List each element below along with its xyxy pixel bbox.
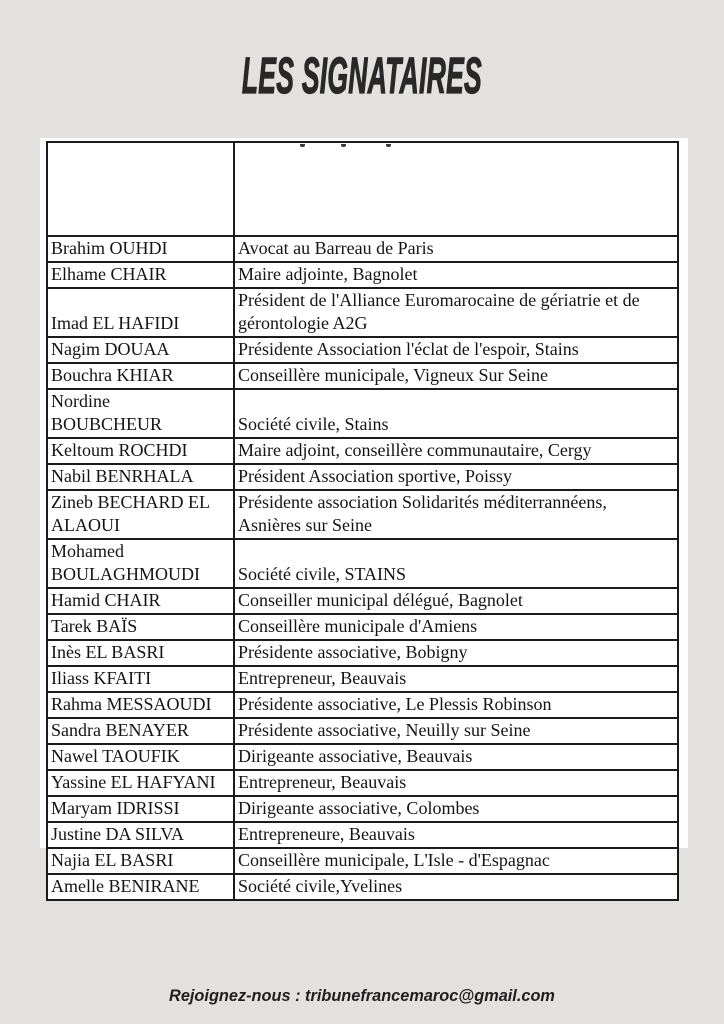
signatory-title-cell: Présidente associative, Neuilly sur Seine <box>234 718 678 744</box>
signatory-name-cell: Najia EL BASRI <box>47 848 234 874</box>
signatory-title-cell: Présidente Association l'éclat de l'espoir, Stains <box>234 337 678 363</box>
table-row <box>47 718 678 744</box>
table-row <box>47 588 678 614</box>
signatory-name-cell: Elhame CHAIR <box>47 262 234 288</box>
table-row <box>47 770 678 796</box>
text-remnant-mark <box>386 144 391 147</box>
table-row <box>47 692 678 718</box>
document-page <box>40 138 688 896</box>
page-title: LES SIGNATAIRES <box>241 47 483 104</box>
signatory-name-cell: Amelle BENIRANE <box>47 874 234 900</box>
table-row <box>47 337 678 363</box>
table-row <box>47 464 678 490</box>
signatories-table-body <box>47 142 678 900</box>
table-row <box>47 236 678 262</box>
table-row <box>47 640 678 666</box>
text-remnant-mark <box>341 144 346 147</box>
table-row <box>47 490 678 539</box>
signatory-title-cell: Dirigeante associative, Colombes <box>234 796 678 822</box>
signatory-title-cell: Présidente association Solidarités méditerrannéens, Asnières sur Seine <box>234 490 678 539</box>
text-remnant-mark <box>300 144 305 147</box>
signatory-name-cell: Zineb BECHARD EL ALAOUI <box>47 490 234 539</box>
signatory-title-cell: Présidente associative, Le Plessis Robinson <box>234 692 678 718</box>
signatory-name-cell: Keltoum ROCHDI <box>47 438 234 464</box>
signatory-name-cell: Bouchra KHIAR <box>47 363 234 389</box>
signatory-name-cell: Yassine EL HAFYANI <box>47 770 234 796</box>
signatory-name-cell: Brahim OUHDI <box>47 236 234 262</box>
signatory-title-cell: Entrepreneur, Beauvais <box>234 770 678 796</box>
signatory-title-cell: Conseiller municipal délégué, Bagnolet <box>234 588 678 614</box>
table-row <box>47 363 678 389</box>
signatory-title-cell: Société civile,Yvelines <box>234 874 678 900</box>
clipped-row <box>47 142 678 236</box>
signatory-title-cell: Président de l'Alliance Euromarocaine de gériatrie et de gérontologie A2G <box>234 288 678 337</box>
table-row <box>47 389 678 438</box>
signatory-name-cell: Imad EL HAFIDI <box>47 288 234 337</box>
signatory-title-cell: Société civile, Stains <box>234 389 678 438</box>
table-row <box>47 288 678 337</box>
table-row <box>47 744 678 770</box>
signatory-name-cell: Sandra BENAYER <box>47 718 234 744</box>
signatories-table <box>46 141 679 901</box>
page-title-area <box>0 47 724 104</box>
signatory-title-cell: Avocat au Barreau de Paris <box>234 236 678 262</box>
table-row <box>47 614 678 640</box>
footer-area <box>0 986 724 1006</box>
signatory-title-cell: Maire adjoint, conseillère communautaire, Cergy <box>234 438 678 464</box>
clipped-title-cell <box>234 142 678 236</box>
signatory-title-cell: Conseillère municipale, Vigneux Sur Seine <box>234 363 678 389</box>
table-row <box>47 539 678 588</box>
signatory-title-cell: Maire adjointe, Bagnolet <box>234 262 678 288</box>
signatory-name-cell: Maryam IDRISSI <box>47 796 234 822</box>
signatory-title-cell: Présidente associative, Bobigny <box>234 640 678 666</box>
signatory-name-cell: Nawel TAOUFIK <box>47 744 234 770</box>
signatory-name-cell: Rahma MESSAOUDI <box>47 692 234 718</box>
signatory-name-cell: Nagim DOUAA <box>47 337 234 363</box>
signatory-title-cell: Dirigeante associative, Beauvais <box>234 744 678 770</box>
table-row <box>47 822 678 848</box>
signatory-name-cell: Iliass KFAITI <box>47 666 234 692</box>
signatory-name-cell: Nordine BOUBCHEUR <box>47 389 234 438</box>
signatory-name-cell: Justine DA SILVA <box>47 822 234 848</box>
signatory-name-cell: Mohamed BOULAGHMOUDI <box>47 539 234 588</box>
signatory-title-cell: Conseillère municipale, L'Isle - d'Espagnac <box>234 848 678 874</box>
signatory-name-cell: Tarek BAÏS <box>47 614 234 640</box>
footer-text: Rejoignez-nous : tribunefrancemaroc@gmail.com <box>169 986 555 1005</box>
signatory-title-cell: Conseillère municipale d'Amiens <box>234 614 678 640</box>
table-row <box>47 848 678 874</box>
table-row <box>47 874 678 900</box>
table-row <box>47 438 678 464</box>
table-row <box>47 796 678 822</box>
table-row <box>47 666 678 692</box>
signatory-name-cell: Inès EL BASRI <box>47 640 234 666</box>
signatory-title-cell: Entrepreneur, Beauvais <box>234 666 678 692</box>
signatory-name-cell: Nabil BENRHALA <box>47 464 234 490</box>
table-row <box>47 262 678 288</box>
signatory-title-cell: Président Association sportive, Poissy <box>234 464 678 490</box>
signatory-name-cell: Hamid CHAIR <box>47 588 234 614</box>
signatory-title-cell: Entrepreneure, Beauvais <box>234 822 678 848</box>
signatory-title-cell: Société civile, STAINS <box>234 539 678 588</box>
clipped-name-cell <box>47 142 234 236</box>
